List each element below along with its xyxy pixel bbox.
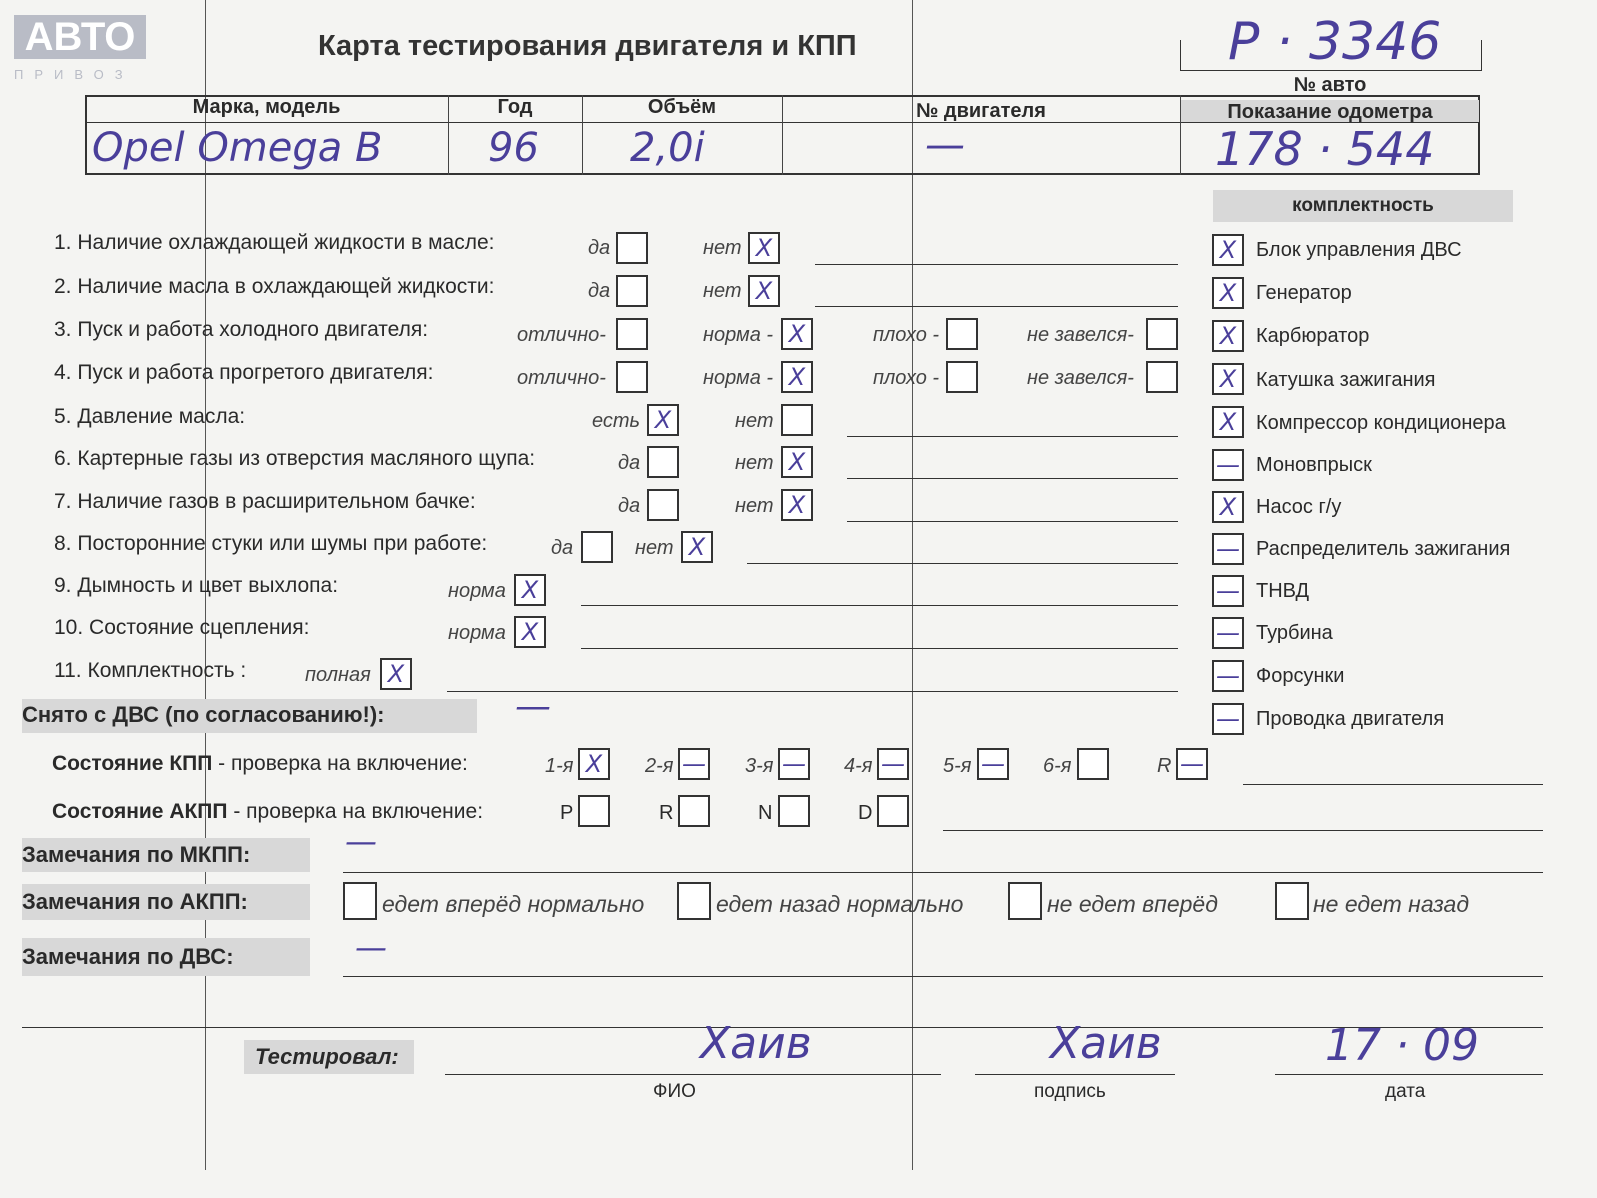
checkbox[interactable]: X (514, 616, 546, 648)
engine-no-value: — (925, 122, 965, 168)
option-label: нет (735, 410, 774, 432)
car-number-value: Р · 3346 (1228, 12, 1442, 72)
model-value: Opel Omega B (92, 125, 383, 171)
note-line (343, 976, 1543, 977)
remark-akpp-text: Замечания по АКПП: (22, 889, 248, 914)
option-label: норма - (703, 367, 774, 389)
gear-label: 4-я (844, 755, 873, 777)
checkbox[interactable]: X (748, 275, 780, 307)
note-line (847, 436, 1178, 437)
option-label: норма (448, 622, 506, 644)
fio-line (445, 1074, 941, 1075)
akpp-mode-label: D (858, 802, 873, 824)
check-row: 8. Посторонние стуки или шумы при работе: (54, 532, 488, 555)
logo-main: АВТО (14, 15, 146, 59)
date-caption: дата (1385, 1081, 1426, 1102)
logo-sub: ПРИВОЗ (14, 67, 134, 82)
komplekt-label: Насос г/у (1256, 496, 1342, 518)
komplekt-checkbox[interactable]: — (1212, 449, 1244, 481)
option-label: плохо - (873, 324, 940, 346)
checkbox[interactable]: X (781, 489, 813, 521)
option-label: нет (735, 452, 774, 474)
akpp-label: Состояние АКПП - проверка на включение: (52, 800, 484, 823)
checkbox[interactable] (946, 318, 978, 350)
fio-caption: ФИО (653, 1081, 696, 1102)
komplekt-label: Катушка зажигания (1256, 369, 1436, 391)
akpp-checkbox[interactable] (778, 795, 810, 827)
komplekt-checkbox[interactable]: X (1212, 363, 1244, 395)
signature-value: Хаив (1050, 1018, 1162, 1069)
komplekt-label: Блок управления ДВС (1256, 239, 1462, 261)
check-row: 9. Дымность и цвет выхлопа: (54, 574, 339, 597)
note-line (943, 830, 1543, 831)
fold-line (912, 0, 913, 1170)
checkbox[interactable] (616, 275, 648, 307)
checkbox[interactable]: X (781, 446, 813, 478)
gear-checkbox[interactable]: — (1176, 748, 1208, 780)
gear-label: 1-я (545, 755, 574, 777)
checkbox[interactable] (781, 404, 813, 436)
remark-mkpp-value: — (345, 822, 377, 860)
check-row: 11. Комплектность : (54, 659, 247, 682)
logo (14, 15, 146, 82)
akpp-remark-label: не едет назад (1313, 891, 1470, 917)
signature-caption: подпись (1034, 1081, 1106, 1102)
check-row: 6. Картерные газы из отверстия масляного щупа: (54, 447, 536, 470)
option-label: отлично- (517, 367, 606, 389)
col-model: Марка, модель (192, 96, 341, 118)
komplekt-checkbox[interactable]: X (1212, 320, 1244, 352)
akpp-checkbox[interactable] (578, 795, 610, 827)
akpp-remark-checkbox[interactable] (343, 882, 377, 920)
checkbox[interactable] (647, 489, 679, 521)
option-label: полная (305, 664, 371, 686)
checkbox[interactable] (1146, 318, 1178, 350)
akpp-remark-checkbox[interactable] (1275, 882, 1309, 920)
check-row: 4. Пуск и работа прогретого двигателя: (54, 361, 434, 384)
gear-checkbox[interactable]: — (778, 748, 810, 780)
check-row: 7. Наличие газов в расширительном бачке: (54, 490, 476, 513)
tester-name-value: Хаив (700, 1018, 812, 1069)
option-label: нет (703, 280, 742, 302)
remark-dvs-text: Замечания по ДВС: (22, 944, 234, 969)
komplekt-label: Проводка двигателя (1256, 708, 1445, 730)
komplekt-checkbox[interactable]: — (1212, 617, 1244, 649)
note-line (815, 306, 1178, 307)
option-label: нет (635, 537, 674, 559)
akpp-mode-label: N (758, 802, 773, 824)
komplekt-checkbox[interactable]: X (1212, 406, 1244, 438)
komplekt-label: Распределитель зажигания (1256, 538, 1511, 560)
option-label: есть (592, 410, 641, 432)
page-title: Карта тестирования двигателя и КПП (318, 30, 857, 62)
note-line (581, 648, 1178, 649)
option-label: отлично- (517, 324, 606, 346)
gear-checkbox[interactable] (1077, 748, 1109, 780)
option-label: не завелся- (1027, 367, 1134, 389)
note-line (447, 691, 1178, 692)
gear-checkbox[interactable]: — (678, 748, 710, 780)
komplekt-checkbox[interactable]: X (1212, 277, 1244, 309)
check-row: 5. Давление масла: (54, 405, 246, 428)
checkbox[interactable] (1146, 361, 1178, 393)
note-line (847, 521, 1178, 522)
option-label: нет (735, 495, 774, 517)
akpp-mode-label: R (659, 802, 674, 824)
checkbox[interactable]: X (514, 574, 546, 606)
note-line (1243, 784, 1543, 785)
option-label: да (551, 537, 574, 559)
akpp-mode-label: P (560, 802, 574, 824)
checkbox[interactable] (616, 318, 648, 350)
komplekt-checkbox[interactable]: — (1212, 660, 1244, 692)
komplekt-label: Моновпрыск (1256, 454, 1372, 476)
gear-label: R (1157, 755, 1172, 777)
checkbox[interactable]: X (781, 361, 813, 393)
note-line (343, 872, 1543, 873)
option-label: не завелся- (1027, 324, 1134, 346)
date-line (1275, 1074, 1543, 1075)
akpp-remark-label: едет вперёд нормально (382, 891, 645, 917)
checkbox[interactable]: X (380, 658, 412, 690)
komplekt-checkbox[interactable]: — (1212, 575, 1244, 607)
komplekt-checkbox[interactable]: — (1212, 533, 1244, 565)
col-year: Год (497, 96, 533, 118)
note-line (581, 605, 1178, 606)
komplekt-label: Карбюратор (1256, 325, 1370, 347)
car-number-label: № авто (1293, 74, 1367, 96)
akpp-remark-label: едет назад нормально (716, 891, 964, 917)
option-label: нет (703, 237, 742, 259)
option-label: да (588, 280, 611, 302)
checkbox[interactable] (946, 361, 978, 393)
note-line (747, 563, 1178, 564)
year-value: 96 (488, 125, 539, 171)
gear-label: 5-я (943, 755, 972, 777)
check-row: 2. Наличие масла в охлаждающей жидкости: (54, 275, 495, 298)
checkbox[interactable] (616, 232, 648, 264)
col-engine-no: № двигателя (916, 100, 1046, 122)
signature-line (975, 1074, 1175, 1075)
akpp-checkbox[interactable] (877, 795, 909, 827)
gear-label: 6-я (1043, 755, 1072, 777)
komplekt-checkbox[interactable]: — (1212, 703, 1244, 735)
checkbox[interactable] (581, 531, 613, 563)
komplekt-checkbox[interactable]: X (1212, 234, 1244, 266)
checkbox[interactable]: X (681, 531, 713, 563)
option-label: плохо - (873, 367, 940, 389)
gear-checkbox[interactable]: — (877, 748, 909, 780)
komplekt-label: Турбина (1256, 622, 1333, 644)
option-label: норма - (703, 324, 774, 346)
checkbox[interactable] (647, 446, 679, 478)
komplekt-label: Генератор (1256, 282, 1352, 304)
note-line (847, 478, 1178, 479)
check-row: 3. Пуск и работа холодного двигателя: (54, 318, 429, 341)
komplekt-title: комплектность (1213, 190, 1513, 222)
gear-label: 3-я (745, 755, 774, 777)
akpp-remark-checkbox[interactable] (677, 882, 711, 920)
check-row: 10. Состояние сцепления: (54, 616, 310, 639)
odometer-value: 178 · 544 (1215, 122, 1435, 176)
gear-checkbox[interactable]: — (977, 748, 1009, 780)
checkbox[interactable]: X (748, 232, 780, 264)
col-volume: Объём (647, 96, 717, 118)
komplekt-label: Форсунки (1256, 665, 1345, 687)
option-label: норма (448, 580, 506, 602)
volume-value: 2,0i (630, 125, 705, 171)
komplekt-label: Компрессор кондиционера (1256, 412, 1506, 434)
gear-checkbox[interactable]: X (578, 748, 610, 780)
note-line (815, 264, 1178, 265)
gear-label: 2-я (645, 755, 674, 777)
removed-label-text: Снято с ДВС (по согласованию!): (22, 702, 385, 727)
option-label: да (618, 452, 641, 474)
col-odometer: Показание одометра (1227, 101, 1433, 123)
checkbox[interactable] (616, 361, 648, 393)
komplekt-checkbox[interactable]: X (1212, 491, 1244, 523)
akpp-checkbox[interactable] (678, 795, 710, 827)
remark-mkpp-text: Замечания по МКПП: (22, 842, 251, 867)
date-value: 17 · 09 (1325, 1020, 1479, 1071)
option-label: да (588, 237, 611, 259)
kpp-label: Состояние КПП - проверка на включение: (52, 752, 468, 775)
komplekt-label: ТНВД (1256, 580, 1310, 602)
remark-dvs-value: — (355, 928, 387, 966)
checkbox[interactable]: X (781, 318, 813, 350)
akpp-remark-label: не едет вперёд (1047, 891, 1218, 917)
akpp-remark-checkbox[interactable] (1008, 882, 1042, 920)
option-label: да (618, 495, 641, 517)
checkbox[interactable]: X (647, 404, 679, 436)
check-row: 1. Наличие охлаждающей жидкости в масле: (54, 231, 495, 254)
car-number-frame (1180, 40, 1482, 71)
tested-label-text: Тестировал: (255, 1044, 399, 1069)
removed-value: — (515, 686, 551, 727)
